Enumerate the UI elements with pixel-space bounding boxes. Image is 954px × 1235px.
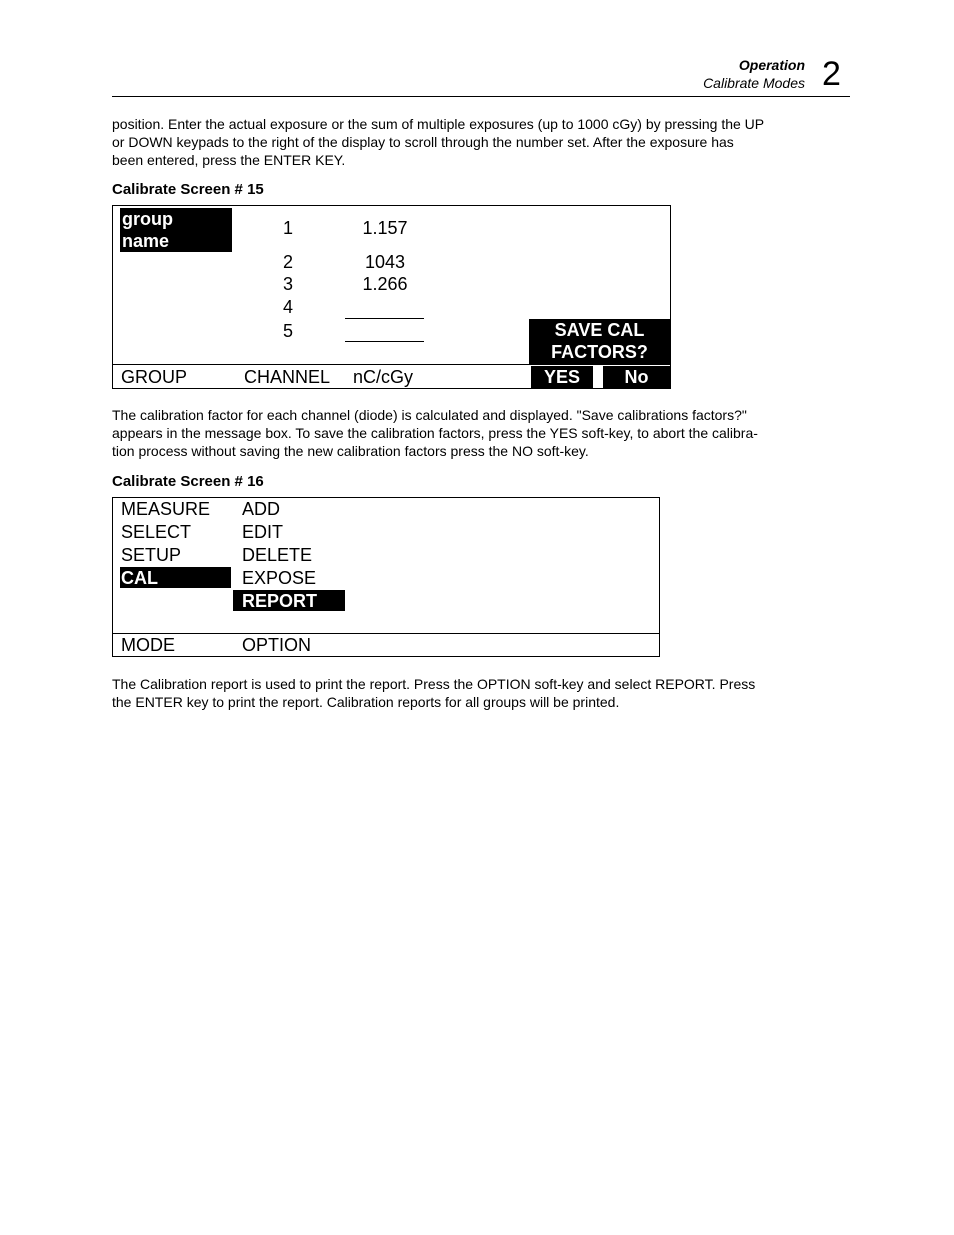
- channel-factor-blank: [345, 318, 424, 319]
- group-name-field[interactable]: [120, 208, 232, 252]
- footer-unit-label: nC/cGy: [353, 367, 414, 387]
- mode-measure[interactable]: MEASURE: [121, 499, 211, 519]
- option-report[interactable]: REPORT: [233, 590, 345, 611]
- group-name-label: group: [122, 209, 173, 229]
- message-line: FACTORS?: [551, 342, 648, 362]
- save-cal-factors-message: [529, 319, 670, 364]
- channel-factor-blank: [345, 341, 424, 342]
- channel-factor: 1.157: [362, 218, 408, 238]
- message-line: SAVE CAL: [554, 320, 645, 340]
- yes-softkey[interactable]: YES: [531, 366, 593, 388]
- screen16-caption: Calibrate Screen # 16: [112, 473, 264, 490]
- paragraph-line: The Calibration report is used to print the report. Press the OPTION soft-key and select REPORT. Press: [112, 676, 756, 692]
- option-edit[interactable]: EDIT: [242, 522, 284, 542]
- chapter-number: 2: [822, 55, 841, 93]
- screen15-caption: Calibrate Screen # 15: [112, 181, 264, 198]
- option-expose[interactable]: EXPOSE: [242, 568, 317, 588]
- subsection-title: Calibrate Modes: [703, 75, 805, 91]
- mode-softkey[interactable]: MODE: [121, 635, 175, 655]
- paragraph-line: tion process without saving the new calibration factors press the NO soft-key.: [112, 443, 589, 459]
- no-softkey[interactable]: No: [603, 366, 670, 388]
- option-delete[interactable]: DELETE: [242, 545, 313, 565]
- mode-cal[interactable]: CAL: [120, 567, 231, 588]
- group-name-label: name: [122, 231, 170, 251]
- header-rule: [112, 96, 850, 97]
- footer-channel-label: CHANNEL: [244, 367, 331, 387]
- channel-number: 1: [283, 218, 294, 238]
- section-title: Operation: [738, 57, 805, 73]
- screen16-footer-divider: [113, 633, 659, 634]
- channel-number: 3: [283, 274, 294, 294]
- paragraph-line: position. Enter the actual exposure or the sum of multiple exposures (up to 1000 cGy) by pressing the UP: [112, 116, 765, 132]
- calibrate-screen-16: [112, 497, 660, 657]
- channel-number: 4: [283, 297, 294, 317]
- screen15-footer-divider: [113, 364, 670, 365]
- channel-factor: 1.266: [362, 274, 408, 294]
- channel-number: 2: [283, 252, 294, 272]
- paragraph-calibration-factor: [112, 406, 852, 460]
- paragraph-line: appears in the message box. To save the calibration factors, press the YES soft-key, to abort the calibra-: [112, 425, 758, 441]
- channel-number: 5: [283, 321, 294, 341]
- paragraph-exposure: [112, 115, 852, 169]
- paragraph-line: the ENTER key to print the report. Calibration reports for all groups will be printed.: [112, 694, 620, 710]
- mode-setup[interactable]: SETUP: [121, 545, 182, 565]
- paragraph-line: or DOWN keypads to the right of the display to scroll through the number set. After the exposure has: [112, 134, 734, 150]
- mode-select[interactable]: SELECT: [121, 522, 192, 542]
- calibrate-screen-15: [112, 205, 671, 389]
- option-add[interactable]: ADD: [242, 499, 281, 519]
- channel-factor: 1043: [364, 252, 406, 272]
- paragraph-line: The calibration factor for each channel (diode) is calculated and displayed. "Save calibrations factors?": [112, 407, 747, 423]
- paragraph-line: been entered, press the ENTER KEY.: [112, 152, 346, 168]
- footer-group-label: GROUP: [121, 367, 188, 387]
- option-softkey[interactable]: OPTION: [242, 635, 312, 655]
- paragraph-calibration-report: [112, 675, 852, 711]
